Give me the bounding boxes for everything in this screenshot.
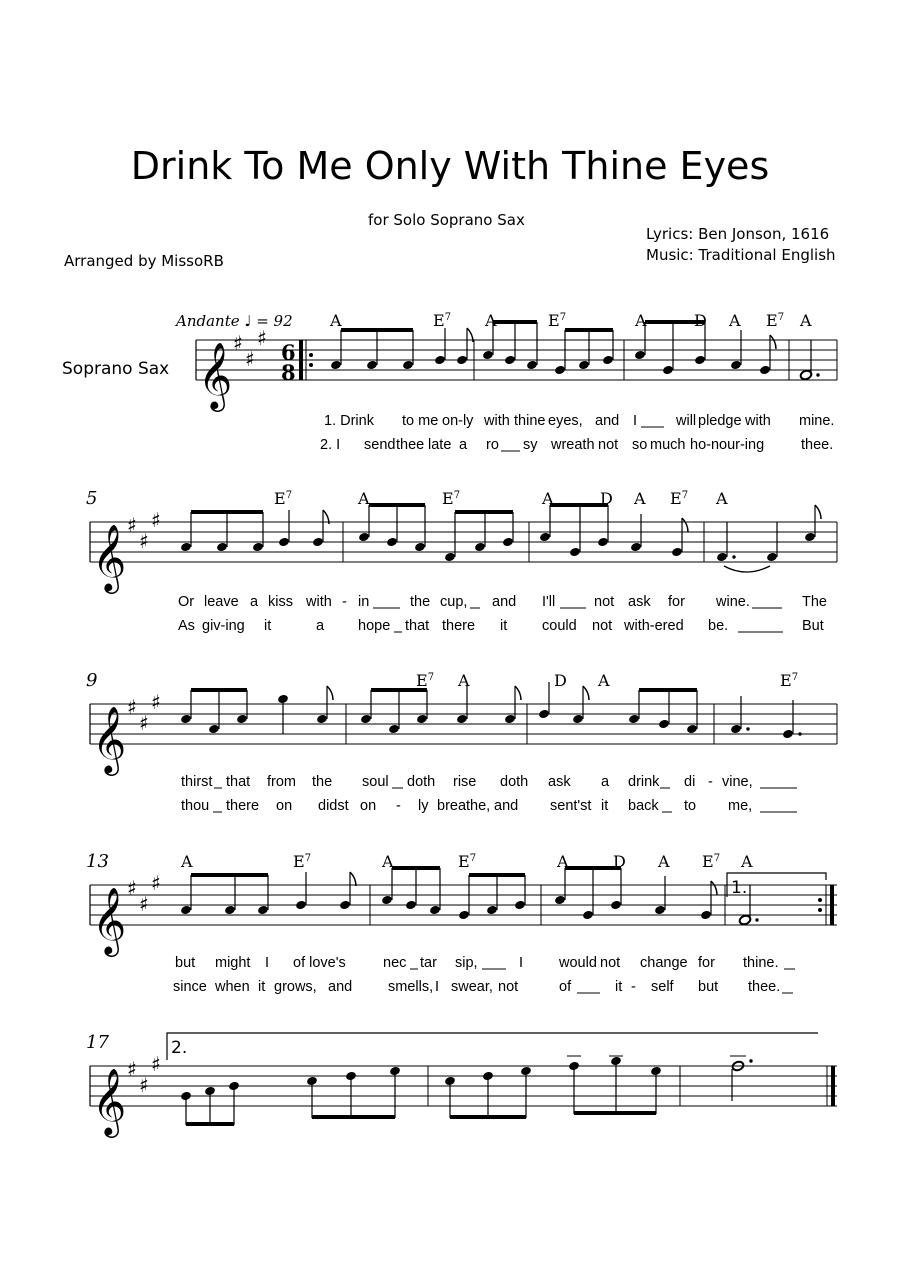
svg-text:not: not: [592, 618, 613, 634]
key-signature-sharp: ♯: [257, 326, 267, 350]
key-signature-sharp: ♯: [139, 529, 149, 553]
key-signature-sharp: ♯: [127, 695, 137, 719]
svg-text:it: it: [258, 979, 266, 995]
svg-text:of: of: [559, 979, 572, 995]
system-3: [86, 670, 837, 814]
svg-text:when: when: [215, 979, 250, 995]
svg-text:-: -: [708, 774, 713, 790]
treble-clef-icon: 𝄞: [92, 523, 127, 591]
svg-text:thee: thee: [396, 437, 425, 453]
svg-text:might: might: [215, 955, 251, 971]
svg-text:E7: $E^7$: [780, 671, 799, 690]
svg-text:rise: rise: [453, 774, 477, 790]
svg-text:and: and: [492, 594, 517, 610]
svg-text:for: for: [698, 955, 715, 971]
key-signature-sharp: ♯: [139, 711, 149, 735]
svg-text:there: there: [226, 798, 260, 814]
svg-text:E7: $E^7$: [548, 311, 567, 330]
svg-text:wine.: wine.: [716, 594, 750, 610]
time-signature: 6: [281, 340, 296, 365]
key-signature-sharp: ♯: [139, 892, 149, 916]
svg-text:I: I: [633, 413, 638, 429]
svg-text:E7: $E^7$: [433, 311, 452, 330]
svg-text:ho-nour-ing: ho-nour-ing: [690, 437, 765, 453]
treble-clef-icon: 𝄞: [92, 1067, 127, 1135]
svg-text:soul: soul: [362, 774, 389, 790]
svg-text:-: -: [342, 594, 347, 610]
measure-number: 9: [86, 670, 98, 691]
svg-text:E7: $E^7$: [416, 671, 435, 690]
svg-text:2. I: 2. I: [320, 437, 341, 453]
svg-text:A: A: [485, 311, 497, 330]
svg-text:E7: $E^7$: [766, 311, 785, 330]
svg-text:A: A: [658, 852, 670, 871]
svg-text:it: it: [264, 618, 272, 634]
svg-text:kiss: kiss: [268, 594, 293, 610]
svg-text:so: so: [632, 437, 648, 453]
key-signature-sharp: ♯: [233, 331, 243, 355]
svg-text:A: A: [634, 489, 646, 508]
svg-text:with: with: [745, 413, 771, 429]
svg-text:will: will: [676, 413, 697, 429]
svg-text:mine.: mine.: [799, 413, 835, 429]
svg-text:it: it: [615, 979, 623, 995]
key-signature-sharp: ♯: [127, 513, 137, 537]
svg-text:hope: hope: [358, 618, 391, 634]
arranger-credit: Arranged by MissoRB: [64, 252, 224, 270]
svg-text:it: it: [601, 798, 609, 814]
svg-text:sip,: sip,: [455, 955, 478, 971]
svg-text:ly: ly: [418, 798, 429, 814]
svg-text:late: late: [428, 437, 452, 453]
svg-text:and: and: [328, 979, 353, 995]
svg-text:A: A: [458, 671, 470, 690]
svg-text:eyes,: eyes,: [548, 413, 583, 429]
system-5: [86, 1032, 837, 1138]
svg-text:of love's: of love's: [293, 955, 346, 971]
svg-text:since: since: [173, 979, 207, 995]
svg-text:-: -: [396, 798, 401, 814]
svg-text:I: I: [265, 955, 270, 971]
svg-text:A: A: [330, 311, 342, 330]
measure-number: 5: [86, 488, 98, 509]
svg-text:D: D: [600, 489, 613, 508]
svg-text:back: back: [628, 798, 659, 814]
svg-text:not: not: [594, 594, 615, 610]
svg-text:I: I: [435, 979, 440, 995]
svg-text:for: for: [668, 594, 685, 610]
lyrics-verse-2: [320, 437, 833, 453]
measure-number: 13: [86, 851, 109, 872]
instrument-name: Soprano Sax: [62, 359, 170, 379]
key-signature-sharp: ♯: [151, 508, 161, 532]
svg-text:that: that: [405, 618, 430, 634]
svg-text:E7: $E^7$: [274, 489, 293, 508]
svg-text:thee.: thee.: [801, 437, 834, 453]
svg-text:A: A: [358, 489, 370, 508]
lyricist-credit: Lyrics: Ben Jonson, 1616: [646, 225, 830, 243]
svg-text:to me: to me: [402, 413, 439, 429]
svg-text:The: The: [802, 594, 827, 610]
system-2: [86, 488, 837, 634]
svg-text:A: A: [741, 852, 753, 871]
tempo-marking: Andante ♩ = 92: [176, 312, 293, 330]
svg-text:D: D: [554, 671, 567, 690]
svg-text:there: there: [442, 618, 476, 634]
svg-text:from: from: [267, 774, 296, 790]
svg-text:on: on: [360, 798, 377, 814]
svg-text:on: on: [276, 798, 293, 814]
system-1: [196, 311, 837, 453]
svg-text:not: not: [498, 979, 519, 995]
svg-text:ro: ro: [486, 437, 499, 453]
svg-text:thou: thou: [181, 798, 210, 814]
svg-text:giv-ing: giv-ing: [202, 618, 245, 634]
svg-text:D: D: [694, 311, 707, 330]
svg-text:A: A: [635, 311, 647, 330]
svg-text:A: A: [557, 852, 569, 871]
svg-text:leave: leave: [204, 594, 239, 610]
svg-text:-: -: [631, 979, 636, 995]
svg-text:grows,: grows,: [274, 979, 317, 995]
svg-text:a: a: [250, 594, 259, 610]
lyrics-verse-1: [324, 413, 834, 429]
time-signature: 8: [281, 360, 296, 385]
svg-text:E7: $E^7$: [458, 852, 477, 871]
svg-text:a: a: [316, 618, 325, 634]
svg-text:would: would: [559, 955, 597, 971]
svg-text:to: to: [684, 798, 697, 814]
key-signature-sharp: ♯: [151, 1052, 161, 1076]
svg-text:breathe,: breathe,: [437, 798, 491, 814]
key-signature-sharp: ♯: [151, 690, 161, 714]
svg-text:I: I: [519, 955, 524, 971]
treble-clef-icon: 𝄞: [198, 341, 233, 409]
key-signature-sharp: ♯: [245, 347, 255, 371]
svg-text:didst: didst: [318, 798, 349, 814]
svg-text:doth: doth: [407, 774, 436, 790]
svg-text:and: and: [494, 798, 519, 814]
system-4: [86, 851, 837, 995]
key-signature-sharp: ♯: [127, 876, 137, 900]
svg-text:ask: ask: [548, 774, 571, 790]
svg-text:E7: $E^7$: [293, 852, 312, 871]
svg-text:swear,: swear,: [451, 979, 493, 995]
svg-text:E7: $E^7$: [702, 852, 721, 871]
svg-text:in: in: [358, 594, 370, 610]
svg-text:As: As: [178, 618, 195, 634]
svg-text:vine,: vine,: [722, 774, 753, 790]
svg-text:E7: $E^7$: [670, 489, 689, 508]
key-signature-sharp: ♯: [151, 871, 161, 895]
svg-text:a: a: [601, 774, 610, 790]
svg-text:wreath: wreath: [551, 437, 595, 453]
svg-text:1. Drink: 1. Drink: [324, 413, 374, 429]
svg-text:D: D: [613, 852, 626, 871]
svg-text:with: with: [306, 594, 332, 610]
svg-text:thirst: thirst: [181, 774, 213, 790]
svg-text:smells,: smells,: [388, 979, 434, 995]
svg-text:doth: doth: [500, 774, 529, 790]
svg-text:1.: 1.: [731, 878, 748, 898]
key-signature-sharp: ♯: [127, 1057, 137, 1081]
svg-text:A: A: [729, 311, 741, 330]
svg-text:the: the: [410, 594, 431, 610]
svg-text:A: A: [800, 311, 812, 330]
svg-text:thee.: thee.: [748, 979, 781, 995]
svg-text:but: but: [175, 955, 196, 971]
svg-text:tar: tar: [420, 955, 437, 971]
svg-text:send: send: [364, 437, 396, 453]
svg-text:But: But: [802, 618, 824, 634]
svg-text:cup,: cup,: [440, 594, 468, 610]
svg-text:not: not: [600, 955, 621, 971]
svg-text:on-ly: on-ly: [442, 413, 474, 429]
svg-text:di: di: [684, 774, 696, 790]
svg-text:drink: drink: [628, 774, 660, 790]
svg-text:it: it: [500, 618, 508, 634]
svg-text:a: a: [459, 437, 468, 453]
svg-text:with-ered: with-ered: [624, 618, 684, 634]
svg-text:A: A: [382, 852, 394, 871]
svg-text:could: could: [542, 618, 577, 634]
svg-text:I'll: I'll: [542, 594, 556, 610]
svg-text:the: the: [312, 774, 333, 790]
svg-text:2.: 2.: [171, 1038, 188, 1058]
svg-text:sent'st: sent'st: [550, 798, 592, 814]
key-signature-sharp: ♯: [139, 1073, 149, 1097]
svg-text:A: A: [542, 489, 554, 508]
svg-text:thine: thine: [514, 413, 546, 429]
svg-text:that: that: [226, 774, 251, 790]
composer-credit: Music: Traditional English: [646, 246, 836, 264]
svg-text:with: with: [484, 413, 510, 429]
svg-text:nec: nec: [383, 955, 407, 971]
svg-text:A: A: [716, 489, 728, 508]
svg-text:change: change: [640, 955, 688, 971]
volta-bracket-2: [167, 1033, 818, 1060]
svg-text:A: A: [181, 852, 193, 871]
svg-text:me,: me,: [728, 798, 753, 814]
svg-text:and: and: [595, 413, 620, 429]
svg-text:E7: $E^7$: [442, 489, 461, 508]
svg-text:A: A: [598, 671, 610, 690]
svg-text:self: self: [651, 979, 674, 995]
svg-text:much: much: [650, 437, 686, 453]
svg-text:pledge: pledge: [698, 413, 742, 429]
score-subtitle: for Solo Soprano Sax: [368, 211, 525, 229]
measure-number: 17: [86, 1032, 109, 1053]
chord-symbols: [329, 311, 812, 330]
svg-text:ask: ask: [628, 594, 651, 610]
svg-text:but: but: [698, 979, 719, 995]
svg-text:sy: sy: [523, 437, 538, 453]
score-title: Drink To Me Only With Thine Eyes: [130, 144, 770, 188]
svg-text:Or: Or: [178, 594, 195, 610]
treble-clef-icon: 𝄞: [92, 886, 127, 954]
svg-text:thine.: thine.: [743, 955, 779, 971]
svg-text:not: not: [598, 437, 619, 453]
treble-clef-icon: 𝄞: [92, 705, 127, 773]
svg-text:be.: be.: [708, 618, 729, 634]
